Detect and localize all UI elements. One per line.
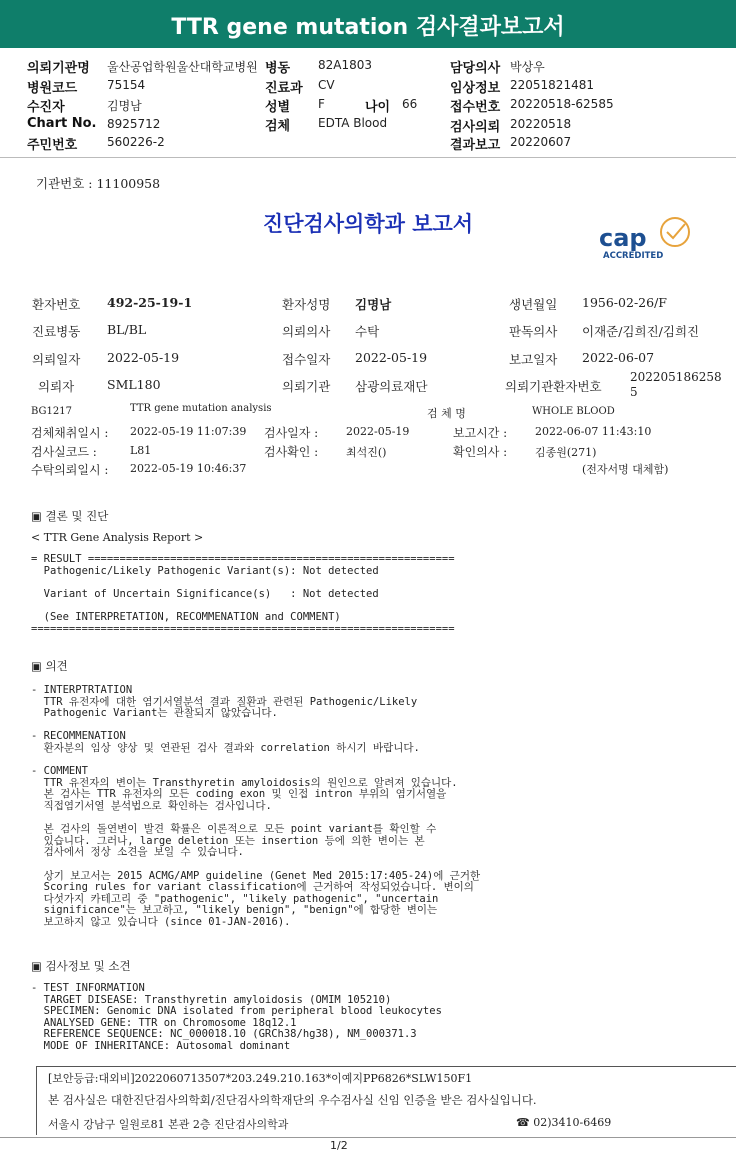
- reading-doctor-value: 이재준/김희진/김희진: [582, 324, 700, 339]
- report-date-label: 보고일자: [509, 352, 558, 367]
- requester-label: 의뢰자: [38, 379, 75, 394]
- referrer-label: 의뢰기관명: [27, 61, 90, 76]
- text-line: 상기 보고서는 2015 ACMG/AMP guideline (Genet Med 2015:17:405-24)에 근거한: [31, 869, 481, 882]
- institution-patient-no-label: 의뢰기관환자번호: [505, 379, 602, 394]
- opinion-block: [31, 685, 480, 928]
- text-line: (See INTERPRETATION, RECOMMENATION and COMMENT): [31, 610, 341, 623]
- department-value: CV: [318, 78, 335, 92]
- ward-label-2: 진료병동: [32, 324, 81, 339]
- institution-patient-no-value-cont: 5: [630, 385, 638, 399]
- result-report-label: 결과보고: [450, 138, 501, 153]
- institution-number: 기관번호 : 11100958: [36, 176, 161, 191]
- birthdate-label: 생년월일: [509, 297, 558, 312]
- hospital-code-label: 병원코드: [27, 81, 78, 96]
- collection-time-label: 검체채취일시 :: [31, 426, 109, 440]
- report-title: 진단검사의학과 보고서: [262, 211, 474, 236]
- test-confirm-value: 최석진(): [346, 446, 387, 459]
- lab-code-value: L81: [130, 444, 152, 457]
- address-text: 서울시 강남구 일원로81 본관 2층 진단검사의학과: [48, 1118, 289, 1131]
- text-line: 환자분의 임상 양상 및 연관된 검사 결과와 correlation 하시기 바랍니다.: [31, 741, 420, 754]
- ward-value: 82A1803: [318, 58, 373, 72]
- resident-no-value: 560226-2: [107, 135, 165, 149]
- text-line: - COMMENT: [31, 765, 88, 778]
- text-line: 검사에서 정상 소견을 보일 수 있습니다.: [31, 846, 244, 859]
- text-line: significance"는 보고하고, "likely benign", "benign"에 합당한 변이는: [31, 904, 438, 917]
- test-code: BG1217: [31, 406, 72, 417]
- referring-doctor-value: 수탁: [355, 324, 380, 339]
- text-line: ===================================================================: [31, 622, 455, 635]
- text-line: ANALYSED GENE: TTR on Chromosome 18q12.1: [31, 1016, 297, 1029]
- test-name: TTR gene mutation analysis: [130, 403, 272, 414]
- test-request-label: 검사의뢰: [450, 120, 501, 135]
- specimen-name-label: 검 체 명: [427, 407, 466, 420]
- department-label: 진료과: [265, 81, 303, 96]
- referring-doctor-label: 의뢰의사: [282, 324, 331, 339]
- receipt-date-label: 접수일자: [282, 352, 331, 367]
- request-date-value: 2022-05-19: [107, 350, 180, 365]
- birthdate-value: 1956-02-26/F: [582, 295, 667, 310]
- test-info-heading: ▣ 검사정보 및 소견: [31, 959, 131, 973]
- ward-value-2: BL/BL: [107, 322, 147, 337]
- requester-value: SML180: [107, 377, 161, 392]
- specimen-name-value: WHOLE BLOOD: [532, 406, 615, 417]
- patient-name-value: 김명남: [355, 297, 392, 312]
- test-date-label: 검사일자 :: [264, 426, 319, 440]
- patient-no-label: 환자번호: [32, 297, 81, 312]
- text-line: Pathogenic Variant는 관찰되지 않았습니다.: [31, 707, 278, 720]
- report-name: < TTR Gene Analysis Report >: [31, 531, 204, 544]
- text-line: [31, 755, 480, 767]
- footer-divider: [0, 1137, 736, 1138]
- request-date-label: 의뢰일자: [32, 352, 81, 367]
- report-date-value: 2022-06-07: [582, 350, 655, 365]
- text-line: 본 검사의 돌연변이 발견 확률은 이론적으로 모든 point variant를 확인할 수: [31, 823, 437, 836]
- phone-text: ☎ 02)3410-6469: [516, 1116, 612, 1129]
- result-report-value: 20220607: [510, 135, 572, 149]
- text-line: = RESULT ==========================================================: [31, 553, 455, 565]
- text-line: Pathogenic/Likely Pathogenic Variant(s): Not detected: [31, 564, 379, 577]
- text-line: 직접염기서열 분석법으로 확인하는 검사입니다.: [31, 799, 272, 812]
- specimen-label: 검체: [265, 119, 291, 134]
- chart-no-label: Chart No.: [27, 116, 97, 131]
- examinee-value: 김명남: [107, 99, 142, 113]
- test-request-value: 20220518: [510, 117, 572, 131]
- report-header-title: TTR gene mutation 검사결과보고서: [171, 15, 565, 40]
- collection-time-value: 2022-05-19 11:07:39: [130, 425, 247, 438]
- ward-label: 병동: [265, 61, 291, 76]
- esign-note: (전자서명 대체함): [582, 463, 669, 476]
- patient-no-value: 492-25-19-1: [107, 295, 193, 310]
- cap-logo-text: cap: [599, 224, 647, 252]
- page-number: 1/2: [330, 1139, 348, 1152]
- lab-code-label: 검사실코드 :: [31, 445, 97, 459]
- consign-time-value: 2022-05-19 10:46:37: [130, 462, 247, 475]
- text-line: Variant of Uncertain Significance(s) : Not detected: [31, 587, 379, 600]
- text-line: REFERENCE SEQUENCE: NC_000018.10 (GRCh38/hg38), NM_000371.3: [31, 1028, 417, 1041]
- text-line: 본 검사는 TTR 유전자의 모든 coding exon 및 인접 intron 부위의 염기서열을: [31, 788, 447, 801]
- clinical-info-label: 임상정보: [450, 81, 501, 96]
- cap-logo-sub: ACCREDITED: [603, 251, 664, 261]
- patient-name-label: 환자성명: [282, 297, 331, 312]
- text-line: TTR 유전자에 대한 염기서열분석 결과 질환과 관련된 Pathogenic/Likely: [31, 695, 418, 708]
- text-line: 보고하지 않고 있습니다 (since 01-JAN-2016).: [31, 915, 291, 928]
- sex-label: 성별: [265, 100, 291, 115]
- security-line: [보안등급:대외비]2022060713507*203.249.210.163*이예지PP6826*SLW150F1: [48, 1072, 473, 1085]
- requesting-institution-label: 의뢰기관: [282, 379, 331, 394]
- confirm-doctor-label: 확인의사 :: [453, 445, 508, 459]
- text-line: TTR 유전자의 변이는 Transthyretin amyloidosis의 원인으로 알려져 있습니다.: [31, 776, 458, 789]
- opinion-heading: ▣ 의견: [31, 659, 68, 673]
- test-info-block: [31, 983, 442, 1053]
- result-heading: ▣ 결론 및 진단: [31, 509, 109, 523]
- text-line: TARGET DISEASE: Transthyretin amyloidosis (OMIM 105210): [31, 993, 392, 1006]
- institution-patient-no-value: 202205186258: [630, 370, 722, 384]
- resident-no-label: 주민번호: [27, 138, 78, 153]
- hospital-code-value: 75154: [107, 78, 146, 92]
- report-time-value: 2022-06-07 11:43:10: [535, 425, 652, 438]
- text-line: 다섯가지 카테고리 중 "pathogenic", "likely pathogenic", "uncertain: [31, 892, 439, 905]
- age-label: 나이: [365, 100, 391, 115]
- text-line: - INTERPTRTATION: [31, 684, 133, 696]
- report-header: [0, 0, 736, 48]
- chart-no-value: 8925712: [107, 117, 161, 131]
- test-date-value: 2022-05-19: [346, 425, 410, 438]
- text-line: MODE OF INHERITANCE: Autosomal dominant: [31, 1039, 291, 1052]
- text-line: - RECOMMENATION: [31, 730, 126, 743]
- sex-value: F: [318, 97, 325, 111]
- requesting-institution-value: 삼광의료재단: [355, 379, 428, 394]
- receipt-no-label: 접수번호: [450, 100, 501, 115]
- specimen-value: EDTA Blood: [318, 116, 388, 130]
- text-line: Scoring rules for variant classification에 근거하여 작성되었습니다. 변이의: [31, 881, 474, 894]
- divider: [0, 157, 736, 158]
- text-line: 있습니다. 그러나, large deletion 또는 insertion 등에 의한 변이는 본: [31, 834, 425, 847]
- receipt-no-value: 20220518-62585: [510, 97, 614, 111]
- physician-label: 담당의사: [450, 61, 501, 76]
- referrer-value: 울산공업학원울산대학교병원: [107, 60, 258, 74]
- age-value: 66: [402, 97, 418, 111]
- report-time-label: 보고시간 :: [453, 426, 508, 440]
- clinical-info-value: 22051821481: [510, 78, 594, 92]
- certification-text: 본 검사실은 대한진단검사의학회/진단검사의학재단의 우수검사실 신임 인증을 받은 검사실입니다.: [48, 1093, 537, 1107]
- confirm-doctor-value: 김종원(271): [535, 446, 597, 459]
- text-line: - TEST INFORMATION: [31, 982, 145, 994]
- text-line: SPECIMEN: Genomic DNA isolated from peripheral blood leukocytes: [31, 1005, 442, 1018]
- examinee-label: 수진자: [27, 100, 65, 115]
- consign-time-label: 수탁의뢰일시 :: [31, 463, 109, 477]
- cap-accredited-logo: [597, 216, 697, 262]
- receipt-date-value: 2022-05-19: [355, 350, 428, 365]
- physician-value: 박상우: [510, 60, 545, 74]
- test-confirm-label: 검사확인 :: [264, 445, 319, 459]
- result-block: [31, 554, 455, 635]
- reading-doctor-label: 판독의사: [509, 324, 558, 339]
- text-line: [31, 859, 480, 871]
